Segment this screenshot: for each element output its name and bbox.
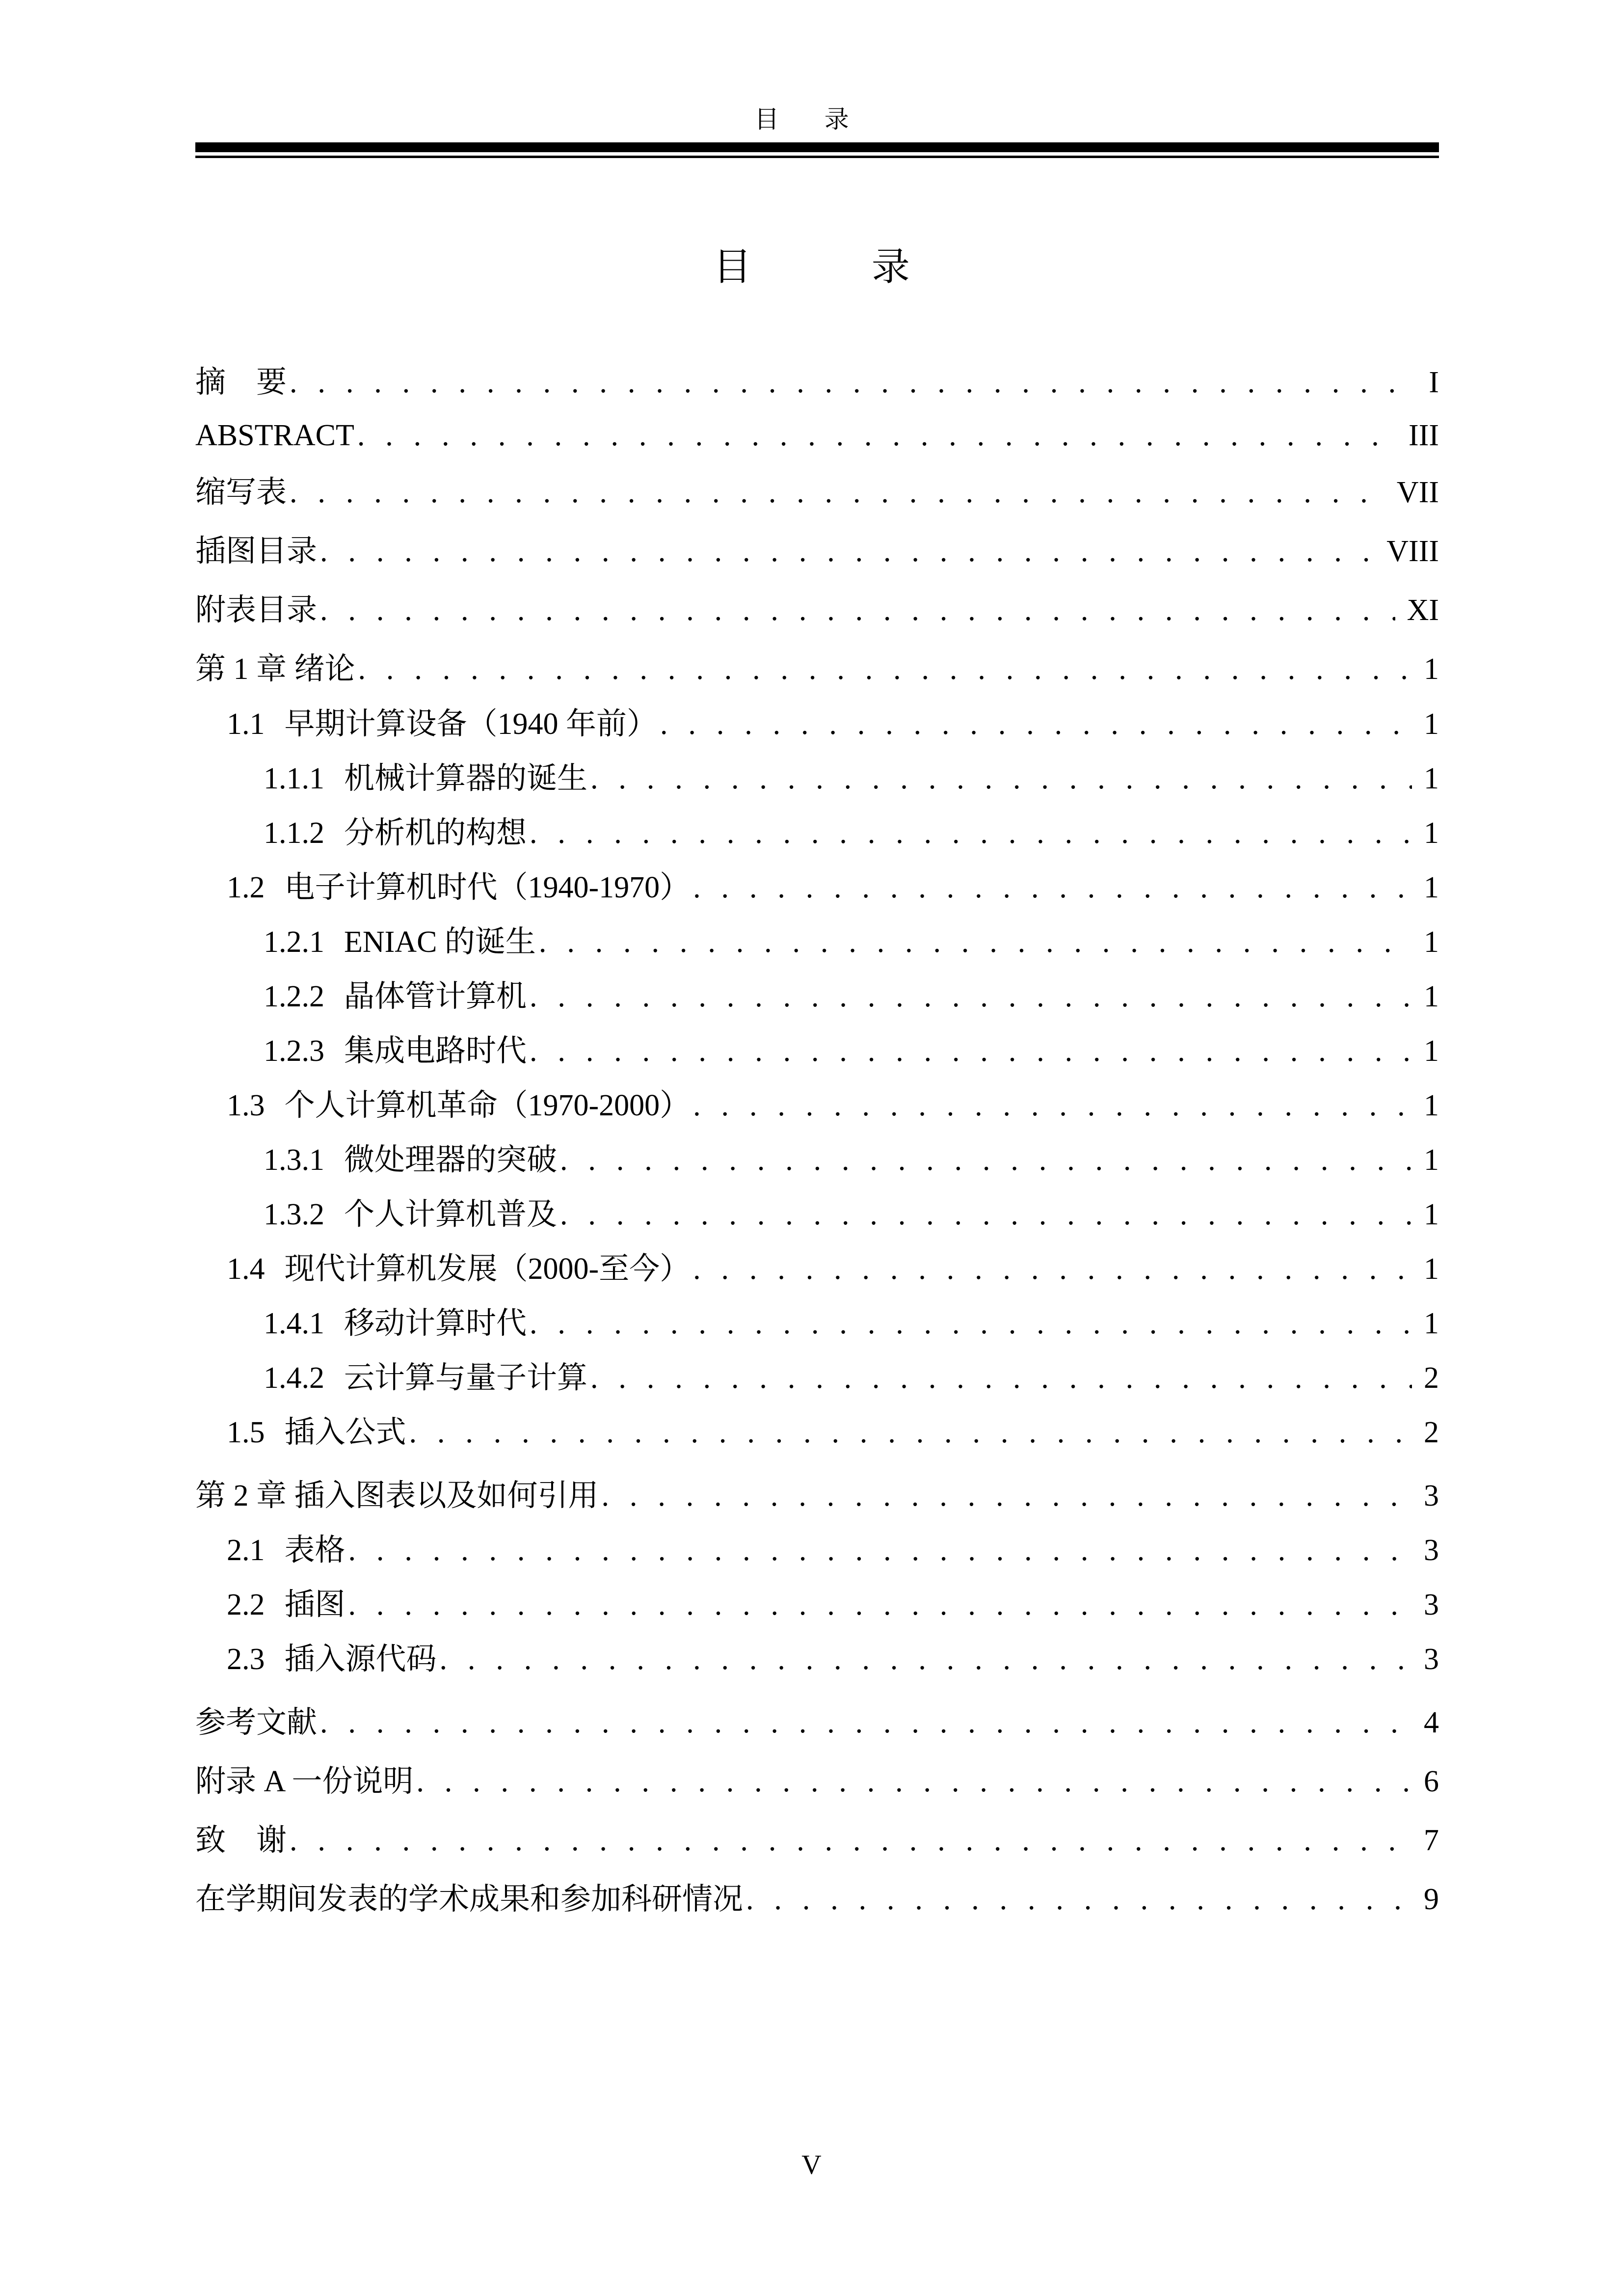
page-number: V xyxy=(801,2150,822,2180)
toc-entry-label: 个人计算机革命（1970-2000） xyxy=(284,1089,691,1122)
dot-leader xyxy=(693,872,1412,903)
toc-entry-label: 附录 A 一份说明 xyxy=(195,1765,414,1798)
toc-entry-number: 1.5 xyxy=(227,1416,265,1449)
toc-entry-page: 1 xyxy=(1424,1089,1439,1122)
toc-entry-label: 附表目录 xyxy=(195,594,318,627)
toc-entry-label: 摘 要 xyxy=(195,366,287,399)
toc-entry-section-1-1-1[interactable] xyxy=(264,763,1439,794)
toc-entry-page: 1 xyxy=(1424,1198,1439,1231)
toc-entry-number: 1.3 xyxy=(227,1089,265,1122)
toc-entry-number: 1.2.3 xyxy=(264,1034,324,1068)
toc-entry-page: 1 xyxy=(1424,1307,1439,1340)
toc-entry-label: 参考文献 xyxy=(195,1706,318,1739)
toc-entry-label: 第 2 章 插入图表以及如何引用 xyxy=(195,1479,599,1513)
toc-entry-label: ABSTRACT xyxy=(195,419,354,452)
toc-entry-section-1-3-2[interactable] xyxy=(264,1199,1439,1230)
toc-entry-section-2-1[interactable] xyxy=(227,1535,1439,1566)
toc-entry-label: 表格 xyxy=(284,1534,346,1567)
toc-entry-section-1-4-2[interactable] xyxy=(264,1363,1439,1393)
toc-entry-label: 移动计算时代 xyxy=(344,1307,527,1340)
dot-leader xyxy=(560,1199,1412,1230)
toc-entry-page: XI xyxy=(1407,594,1439,627)
toc-entry-page: 1 xyxy=(1424,925,1439,959)
dot-leader xyxy=(290,477,1385,508)
toc-entry-label: 现代计算机发展（2000-至今） xyxy=(284,1252,691,1286)
dot-leader xyxy=(530,981,1412,1012)
toc-entry-label: 集成电路时代 xyxy=(344,1034,527,1068)
toc-entry-section-2-2[interactable] xyxy=(227,1590,1439,1620)
toc-entry-label: 个人计算机普及 xyxy=(344,1198,558,1231)
toc-entry-page: 3 xyxy=(1424,1534,1439,1567)
toc-entry-page: 6 xyxy=(1424,1765,1439,1798)
toc-entry-number: 1.1 xyxy=(227,707,265,741)
toc-entry-publications[interactable] xyxy=(195,1884,1439,1915)
toc-entry-label: 插图 xyxy=(284,1588,346,1621)
toc-entry-label: 云计算与量子计算 xyxy=(344,1361,588,1395)
dot-leader xyxy=(320,595,1395,625)
toc-entry-page: 1 xyxy=(1424,652,1439,686)
toc-entry-number: 1.4.2 xyxy=(264,1361,324,1395)
toc-entry-chapter-2[interactable] xyxy=(195,1481,1439,1511)
toc-entry-page: 1 xyxy=(1424,1143,1439,1177)
dot-leader xyxy=(590,763,1412,794)
toc-entry-label: 致 谢 xyxy=(195,1824,287,1857)
toc-entry-label: 分析机的构想 xyxy=(344,816,527,850)
dot-leader xyxy=(560,1145,1412,1175)
dot-leader xyxy=(660,709,1412,739)
dot-leader xyxy=(746,1884,1412,1915)
toc-entry-section-1-4[interactable] xyxy=(227,1254,1439,1284)
dot-leader xyxy=(290,367,1417,398)
toc-entry-number: 1.2.1 xyxy=(264,925,324,959)
dot-leader xyxy=(530,1036,1412,1066)
toc-entry-label: 插入公式 xyxy=(284,1416,406,1449)
toc-entry-section-1-2-3[interactable] xyxy=(264,1036,1439,1066)
dot-leader xyxy=(290,1825,1412,1856)
toc-entry-page: 1 xyxy=(1424,762,1439,795)
toc-entry-number: 1.4.1 xyxy=(264,1307,324,1340)
toc-entry-label: 插图目录 xyxy=(195,535,318,568)
dot-leader xyxy=(602,1481,1412,1511)
toc-entry-page: 1 xyxy=(1424,871,1439,904)
toc-entry-label: ENIAC 的诞生 xyxy=(344,925,536,959)
toc-entry-page: 4 xyxy=(1424,1706,1439,1739)
toc-entry-page: 1 xyxy=(1424,980,1439,1013)
toc-entry-number: 1.2.2 xyxy=(264,980,324,1013)
dot-leader xyxy=(409,1417,1412,1448)
toc-entry-number: 1.3.2 xyxy=(264,1198,324,1231)
dot-leader xyxy=(348,1535,1412,1566)
toc-entry-label: 在学期间发表的学术成果和参加科研情况 xyxy=(195,1883,744,1916)
toc-entry-section-1-3[interactable] xyxy=(227,1090,1439,1121)
toc-entry-label: 第 1 章 绪论 xyxy=(195,652,355,686)
toc-entry-number: 1.2 xyxy=(227,871,265,904)
toc-entry-page: 1 xyxy=(1424,1034,1439,1068)
toc-entry-label: 晶体管计算机 xyxy=(344,980,527,1013)
dot-leader xyxy=(590,1363,1412,1393)
toc-entry-page: 1 xyxy=(1424,707,1439,741)
toc-entry-page: 3 xyxy=(1424,1479,1439,1513)
toc-entry-section-1-3-1[interactable] xyxy=(264,1145,1439,1175)
toc-entry-page: 3 xyxy=(1424,1588,1439,1621)
toc-entry-section-1-5[interactable] xyxy=(227,1417,1439,1448)
dot-leader xyxy=(440,1644,1412,1675)
toc-entry-section-1-2-1[interactable] xyxy=(264,927,1439,957)
toc-entry-acknowledgements[interactable] xyxy=(195,1825,1439,1856)
toc-entry-section-2-3[interactable] xyxy=(227,1644,1439,1675)
page-title: 目 录 xyxy=(713,245,964,289)
toc-entry-page: III xyxy=(1409,419,1439,452)
dot-leader xyxy=(530,818,1412,848)
toc-entry-section-1-2-2[interactable] xyxy=(264,981,1439,1012)
toc-entry-appendix-a[interactable] xyxy=(195,1766,1439,1797)
toc-entry-abbreviations[interactable] xyxy=(195,477,1439,508)
toc-entry-section-1-1[interactable] xyxy=(227,709,1439,739)
header-rule-thin xyxy=(195,156,1439,158)
toc-entry-page: 1 xyxy=(1424,816,1439,850)
toc-entry-list-of-figures[interactable] xyxy=(195,536,1439,567)
toc-entry-number: 2.1 xyxy=(227,1534,265,1567)
toc-entry-number: 1.4 xyxy=(227,1252,265,1286)
toc-entry-page: I xyxy=(1429,366,1439,399)
dot-leader xyxy=(348,1590,1412,1620)
toc-entry-label: 缩写表 xyxy=(195,476,287,509)
dot-leader xyxy=(358,654,1412,684)
header-rule-thick xyxy=(195,142,1439,152)
toc-entry-number: 1.3.1 xyxy=(264,1143,324,1177)
toc-entry-number: 1.1.1 xyxy=(264,762,324,795)
running-header: 目 录 xyxy=(754,106,869,133)
toc-entry-page: VIII xyxy=(1386,535,1439,568)
toc-entry-page: 3 xyxy=(1424,1643,1439,1676)
toc-entry-page: 2 xyxy=(1424,1416,1439,1449)
toc-entry-number: 1.1.2 xyxy=(264,816,324,850)
toc-entry-section-1-4-1[interactable] xyxy=(264,1308,1439,1339)
toc-entry-section-1-2[interactable] xyxy=(227,872,1439,903)
toc-entry-number: 2.3 xyxy=(227,1643,265,1676)
dot-leader xyxy=(693,1254,1412,1284)
dot-leader xyxy=(320,536,1375,567)
toc-entry-page: 1 xyxy=(1424,1252,1439,1286)
dot-leader xyxy=(416,1766,1412,1797)
toc-entry-abstract-cn[interactable] xyxy=(195,367,1439,398)
toc-entry-label: 早期计算设备（1940 年前） xyxy=(284,707,658,741)
toc-entry-label: 插入源代码 xyxy=(284,1643,437,1676)
toc-entry-label: 电子计算机时代（1940-1970） xyxy=(284,871,691,904)
toc-entry-section-1-1-2[interactable] xyxy=(264,818,1439,848)
dot-leader xyxy=(320,1707,1412,1738)
toc-entry-number: 2.2 xyxy=(227,1588,265,1621)
toc-entry-label: 微处理器的突破 xyxy=(344,1143,558,1177)
toc-entry-page: 2 xyxy=(1424,1361,1439,1395)
toc-entry-label: 机械计算器的诞生 xyxy=(344,762,588,795)
toc-entry-page: 7 xyxy=(1424,1824,1439,1857)
dot-leader xyxy=(530,1308,1412,1339)
toc-entry-page: 9 xyxy=(1424,1883,1439,1916)
dot-leader xyxy=(693,1090,1412,1121)
toc-entry-abstract-en[interactable] xyxy=(195,420,1439,451)
dot-leader xyxy=(357,420,1397,451)
toc-entry-references[interactable] xyxy=(195,1707,1439,1738)
toc-entry-list-of-tables[interactable] xyxy=(195,595,1439,625)
dot-leader xyxy=(539,927,1412,957)
toc-entry-chapter-1[interactable] xyxy=(195,654,1439,684)
toc-entry-page: VII xyxy=(1396,476,1439,509)
